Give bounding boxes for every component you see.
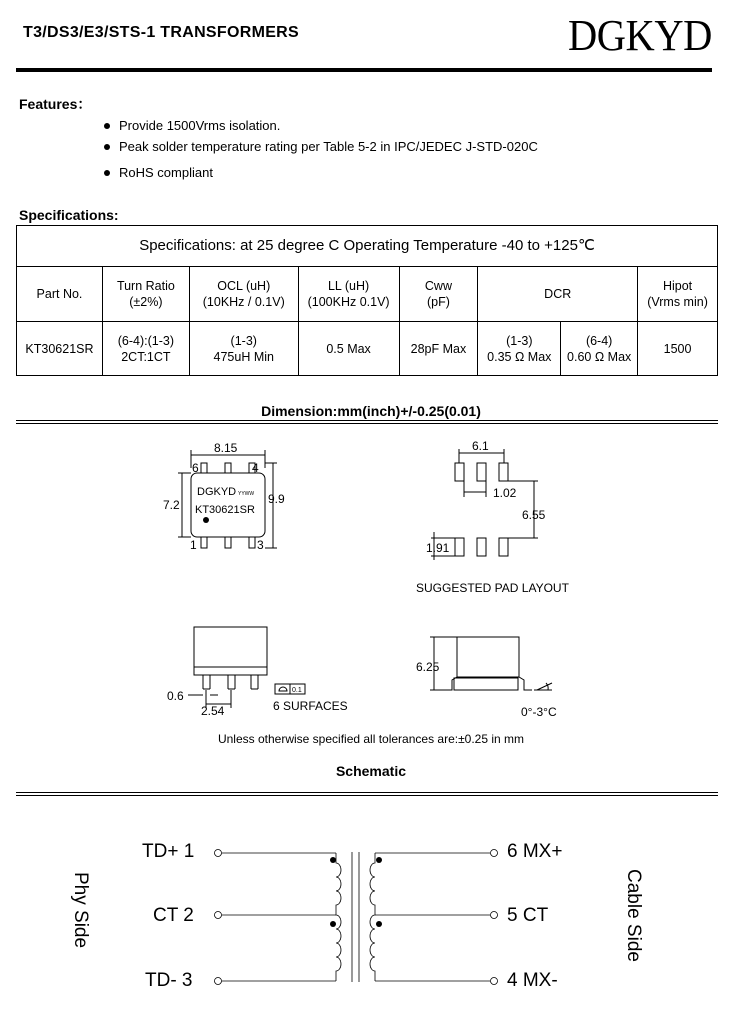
- polarity-dot: [330, 921, 336, 927]
- schematic-diagram: [0, 820, 742, 1029]
- marking-yyww: YYWW: [238, 491, 255, 497]
- phy-side-label: Phy Side: [70, 872, 91, 949]
- pad-width: 1.02: [493, 486, 517, 500]
- spec-table-title: Specifications: at 25 degree C Operating Temperature -40 to +125℃: [17, 226, 718, 267]
- document-title: T3/DS3/E3/STS-1 TRANSFORMERS: [23, 24, 300, 41]
- dimension-rule: [16, 420, 718, 424]
- side-pitch: 2.54: [201, 704, 225, 718]
- cell-ocl: (1-3) 475uH Min: [189, 322, 298, 376]
- header-hipot: Hipot (Vrms min): [638, 267, 718, 322]
- cell-hipot: 1500: [638, 322, 718, 376]
- pin-label-3: 3: [257, 538, 264, 552]
- polarity-dot: [376, 921, 382, 927]
- pin-label-ct-right: 5 CT: [507, 905, 549, 926]
- cell-dcr-1-3: (1-3) 0.35 Ω Max: [478, 322, 561, 376]
- header-cww: Cww (pF): [399, 267, 478, 322]
- dim-total-height: 9.9: [268, 492, 285, 506]
- cell-part-no: KT30621SR: [17, 322, 103, 376]
- tolerance-note: Unless otherwise specified all tolerances are:±0.25 in mm: [217, 732, 525, 746]
- dim-width: 8.15: [214, 441, 238, 455]
- dimension-drawings: [0, 425, 742, 755]
- cell-turn-ratio: (6-4):(1-3) 2CT:1CT: [102, 322, 189, 376]
- header-ocl: OCL (uH) (10KHz / 0.1V): [189, 267, 298, 322]
- cable-side-label: Cable Side: [623, 869, 644, 962]
- cell-cww: 28pF Max: [399, 322, 478, 376]
- schematic-heading: Schematic: [335, 763, 407, 779]
- pad-length: 1.91: [426, 541, 450, 555]
- features-heading: Features：: [19, 96, 92, 112]
- marking-brand: DGKYD: [197, 486, 237, 498]
- pin-label-td-plus: TD+ 1: [142, 841, 195, 862]
- pin-label-td-minus: TD- 3: [145, 970, 193, 991]
- pin-label-1: 1: [190, 538, 197, 552]
- pin-label-6: 6: [192, 461, 199, 475]
- feature-item: Peak solder temperature rating per Table 5-2 in IPC/JEDEC J-STD-020C: [104, 139, 538, 154]
- polarity-dot: [376, 857, 382, 863]
- pin-label-mx-plus: 6 MX+: [507, 841, 563, 862]
- specifications-table: [16, 225, 718, 376]
- end-height: 6.25: [416, 660, 440, 674]
- pin-label-ct-left: CT 2: [153, 905, 194, 926]
- feature-item: RoHS compliant: [104, 165, 213, 180]
- spec-header-row: [17, 267, 718, 322]
- side-surfaces: 6 SURFACES: [273, 699, 348, 713]
- brand-logo: DGKYD: [568, 11, 712, 60]
- marking-part: KT30621SR: [195, 504, 255, 516]
- cell-ll: 0.5 Max: [298, 322, 399, 376]
- side-lead: 0.6: [167, 689, 184, 703]
- end-angle: 0°-3°C: [521, 705, 557, 719]
- pad-pitch: 6.1: [472, 439, 489, 453]
- pin-label-4: 4: [252, 461, 259, 475]
- header-turn-ratio: Turn Ratio (±2%): [102, 267, 189, 322]
- cell-dcr-6-4: (6-4) 0.60 Ω Max: [561, 322, 638, 376]
- spec-data-row: [17, 322, 718, 376]
- schematic-rule: [16, 792, 718, 796]
- header-part-no: Part No.: [17, 267, 103, 322]
- pin-label-mx-minus: 4 MX-: [507, 970, 558, 991]
- pad-caption: SUGGESTED PAD LAYOUT: [416, 581, 569, 595]
- specifications-heading: Specifications:: [19, 207, 119, 223]
- polarity-dot: [330, 857, 336, 863]
- header-ll: LL (uH) (100KHz 0.1V): [298, 267, 399, 322]
- pad-span: 6.55: [522, 508, 546, 522]
- header-rule: [16, 68, 712, 72]
- dim-body-height: 7.2: [163, 498, 180, 512]
- header-dcr: DCR: [478, 267, 638, 322]
- flatness-value: 0.1: [292, 687, 302, 694]
- pin1-marker: [203, 517, 209, 523]
- dimension-heading: Dimension:mm(inch)+/-0.25(0.01): [261, 403, 481, 419]
- feature-item: Provide 1500Vrms isolation.: [104, 118, 280, 133]
